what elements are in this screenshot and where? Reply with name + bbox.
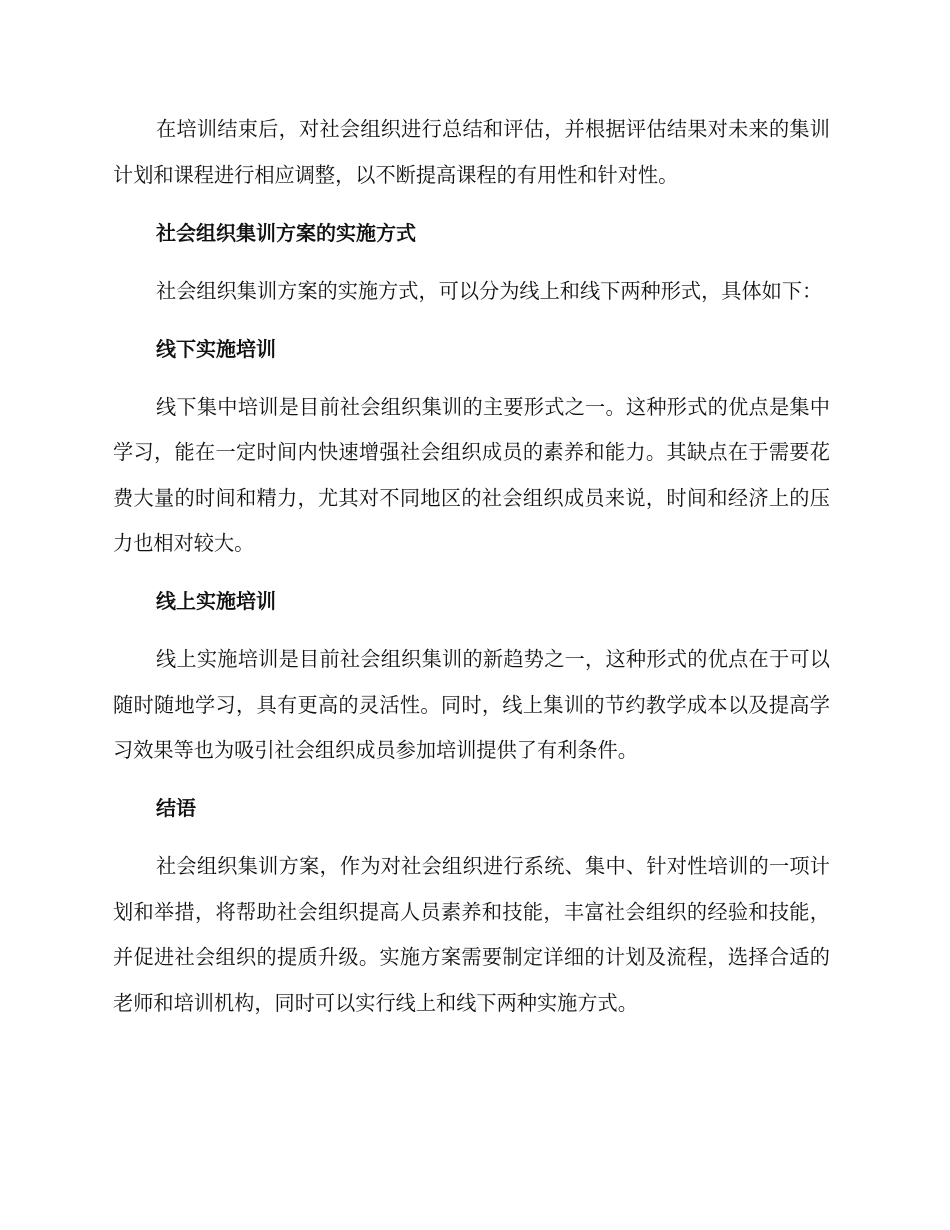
document-page bbox=[113, 107, 830, 1026]
paragraph-implementation-intro: 社会组织集训方案的实施方式，可以分为线上和线下两种形式，具体如下： bbox=[156, 278, 823, 303]
heading-conclusion: 结语 bbox=[156, 796, 196, 820]
paragraph-online-training: 线上实施培训是目前社会组织集训的新趋势之一，这种形式的优点在于可以随时随地学习，具有更高的灵活性。同时，线上集训的节约教学成本以及提高学习效果等也为吸引社会组织成员参加培训提供了有利条件。 bbox=[113, 647, 830, 762]
heading-online-training: 线上实施培训 bbox=[156, 589, 276, 613]
paragraph-offline-training: 线下集中培训是目前社会组织集训的主要形式之一。这种形式的优点是集中学习，能在一定时间内快速增强社会组织成员的素养和能力。其缺点在于需要花费大量的时间和精力，尤其对不同地区的社会组织成员来说，时间和经济上的压力也相对较大。 bbox=[113, 394, 830, 555]
paragraph-conclusion: 社会组织集训方案，作为对社会组织进行系统、集中、针对性培训的一项计划和举措，将帮助社会组织提高人员素养和技能，丰富社会组织的经验和技能，并促进社会组织的提质升级。实施方案需要制定详细的计划及流程，选择合适的老师和培训机构，同时可以实行线上和线下两种实施方式。 bbox=[113, 854, 830, 1015]
paragraph-evaluation: 在培训结束后，对社会组织进行总结和评估，并根据评估结果对未来的集训计划和课程进行相应调整，以不断提高课程的有用性和针对性。 bbox=[113, 117, 830, 187]
heading-offline-training: 线下实施培训 bbox=[156, 336, 276, 361]
heading-implementation-methods: 社会组织集训方案的实施方式 bbox=[156, 220, 416, 245]
